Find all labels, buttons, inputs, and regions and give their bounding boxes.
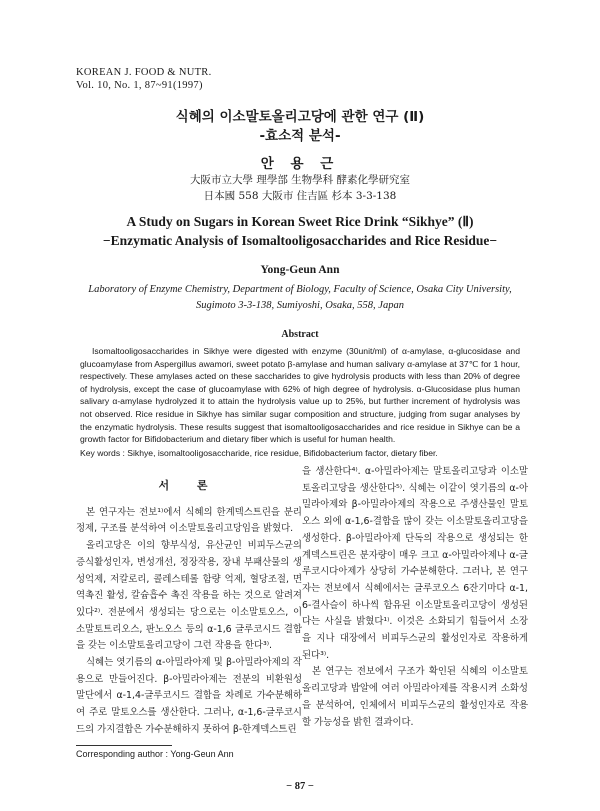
english-affiliation-line2: Sugimoto 3-3-138, Sumiyoshi, Osaka, 558, Japan — [196, 300, 404, 311]
english-title — [40, 212, 560, 250]
page-number: − 87 − — [286, 781, 314, 792]
paragraph: 올리고당은 이의 향부식성, 유산균인 비피두스균의 증식활성인자, 변성개선, 정장작용, 장내 부패산물의 생성억제, 저칼로리, 콜레스테롤 함량 억제, 혈당조절, 면역촉진 활성, 칼슘흡수 촉진 작용을 하는 것으로 알려져 있다²⁾. 전분에서 생성되는 당으로는 이소말토오스, 이소말토트리오스, 판노오스 등의 α-1,6 글루코시드 결합을 갖는 이소말토올리고당이 그런 작용을 한다³⁾. — [76, 540, 302, 652]
corresponding-author-footnote: Corresponding author : Yong-Geun Ann — [76, 749, 234, 759]
paragraph: 식혜는 엿기름의 α-아밀라아제 및 β-아밀라아제의 작용으로 만들어진다. β-아밀라아제는 전분의 비환원성 말단에서 α-1,4-글루코시드 결합을 차례로 가수분해하여 주로 말토오스를 생산한다. 그러나, α-1,6-글루코시드의 가지결합은 가수분해하지 못하여 β-한계덱스트린 — [76, 657, 302, 735]
abstract — [80, 345, 520, 459]
keywords: Key words : Sikhye, isomaltooligosaccharide, rice residue, Bifidobacterium factor, dietary fiber. — [80, 447, 438, 458]
paragraph: 본 연구자는 전보¹⁾에서 식혜의 한계덱스트린을 분리 정제, 구조를 분석하여 이소말토올리고당임을 밝혔다. — [76, 506, 302, 535]
english-author: Yong-Geun Ann — [260, 264, 340, 276]
korean-author: 안 용 근 — [260, 156, 340, 172]
abstract-body: Isomaltooligosaccharides in Sikhye were digested with enzyme (30unit/ml) of α-amylase, α-glucosidase and glucoamylase from Aspergillus awamori, sweet potato β-amylase and human salivary α-amylase at 37℃ for 1 hour, respectively. These amylases acted on these saccharides to give hydrolysis products with less than 20% of degree of hydrolysis, except the case of glucoamylase with 62% of high degree of hydrolysis. α-Glucosidase plus human salivary α-amylase hydrolyzed it to attain the hydrolysis value up to 25%, but further increment of hydrolysis was not observed. Rice residue in Sikhye has similar sugar composition and structure, judging from sugar analyses by the enzymatic hydrolysis. These results suggest that isomaltooligosaccharides and rice residue in Sikhye can be a growth factor for Bifidobacterium and dietary fiber which is useful for human health. — [80, 346, 520, 445]
english-title-line2: −Enzymatic Analysis of Isomaltooligosaccharides and Rice Residue− — [102, 233, 498, 248]
english-title-line1: A Study on Sugars in Korean Sweet Rice Drink “Sikhye” (Ⅱ) — [126, 214, 474, 229]
korean-title-line1: 식혜의 이소말토올리고당에 관한 연구 (Ⅱ) — [175, 109, 425, 125]
korean-title-line2: -효소적 분석- — [259, 128, 341, 144]
japanese-affiliation-line2: 日本國 558 大阪市 住吉區 杉本 3-3-138 — [203, 190, 397, 202]
english-affiliation-line1: Laboratory of Enzyme Chemistry, Department of Biology, Faculty of Science, Osaka City University, — [88, 284, 512, 295]
left-column — [76, 464, 302, 739]
right-column — [302, 464, 528, 731]
japanese-affiliation-line1: 大阪市立大學 理學部 生物學科 酵素化學研究室 — [189, 174, 410, 186]
journal-name: KOREAN J. FOOD & NUTR. — [76, 67, 212, 78]
korean-title — [40, 108, 560, 146]
paragraph: 본 연구는 전보에서 구조가 확인된 식혜의 이소말토올리고당과 밥알에 여러 아밀라아제를 작용시켜 소화성을 분석하여, 인체에서 비피두스균의 활성인자로 작용할 가능성을 밝힌 결과이다. — [302, 666, 528, 728]
english-affiliation — [40, 282, 560, 314]
abstract-heading: Abstract — [281, 329, 319, 340]
japanese-affiliation — [40, 172, 560, 204]
journal-citation — [76, 66, 212, 92]
footnote-divider — [76, 745, 172, 746]
section-heading-introduction: 서 론 — [158, 479, 220, 492]
journal-volume: Vol. 10, No. 1, 87~91(1997) — [76, 80, 203, 91]
paragraph: 을 생산한다⁴⁾. α-아밀라아제는 말토올리고당과 이소말토올리고당을 생산한다⁵⁾. 식혜는 이같이 엿기름의 α-아밀라아제와 β-아밀라아제의 작용으로 주생산물인 말토오스 외에 α-1,6-결합을 많이 갖는 이소말토올리고당을 생성한다. β-아밀라아제 단독의 작용으로 생성되는 한계덱스트린은 분자량이 매우 크고 α-아밀라아제나 α-글루코시다아제가 상당히 가수분해한다. 그러나, 본 연구자는 전보에서 식혜에서는 글루코오스 6잔기마다 α-1, 6-결사슬이 하나씩 함유된 이소말토올리고당이 생성된다는 사실을 밝혔다¹⁾. 이것은 소화되기 힘들어서 소장을 지나 대장에서 비피두스균의 활성인자로 작용하게 된다³⁾. — [302, 466, 528, 661]
